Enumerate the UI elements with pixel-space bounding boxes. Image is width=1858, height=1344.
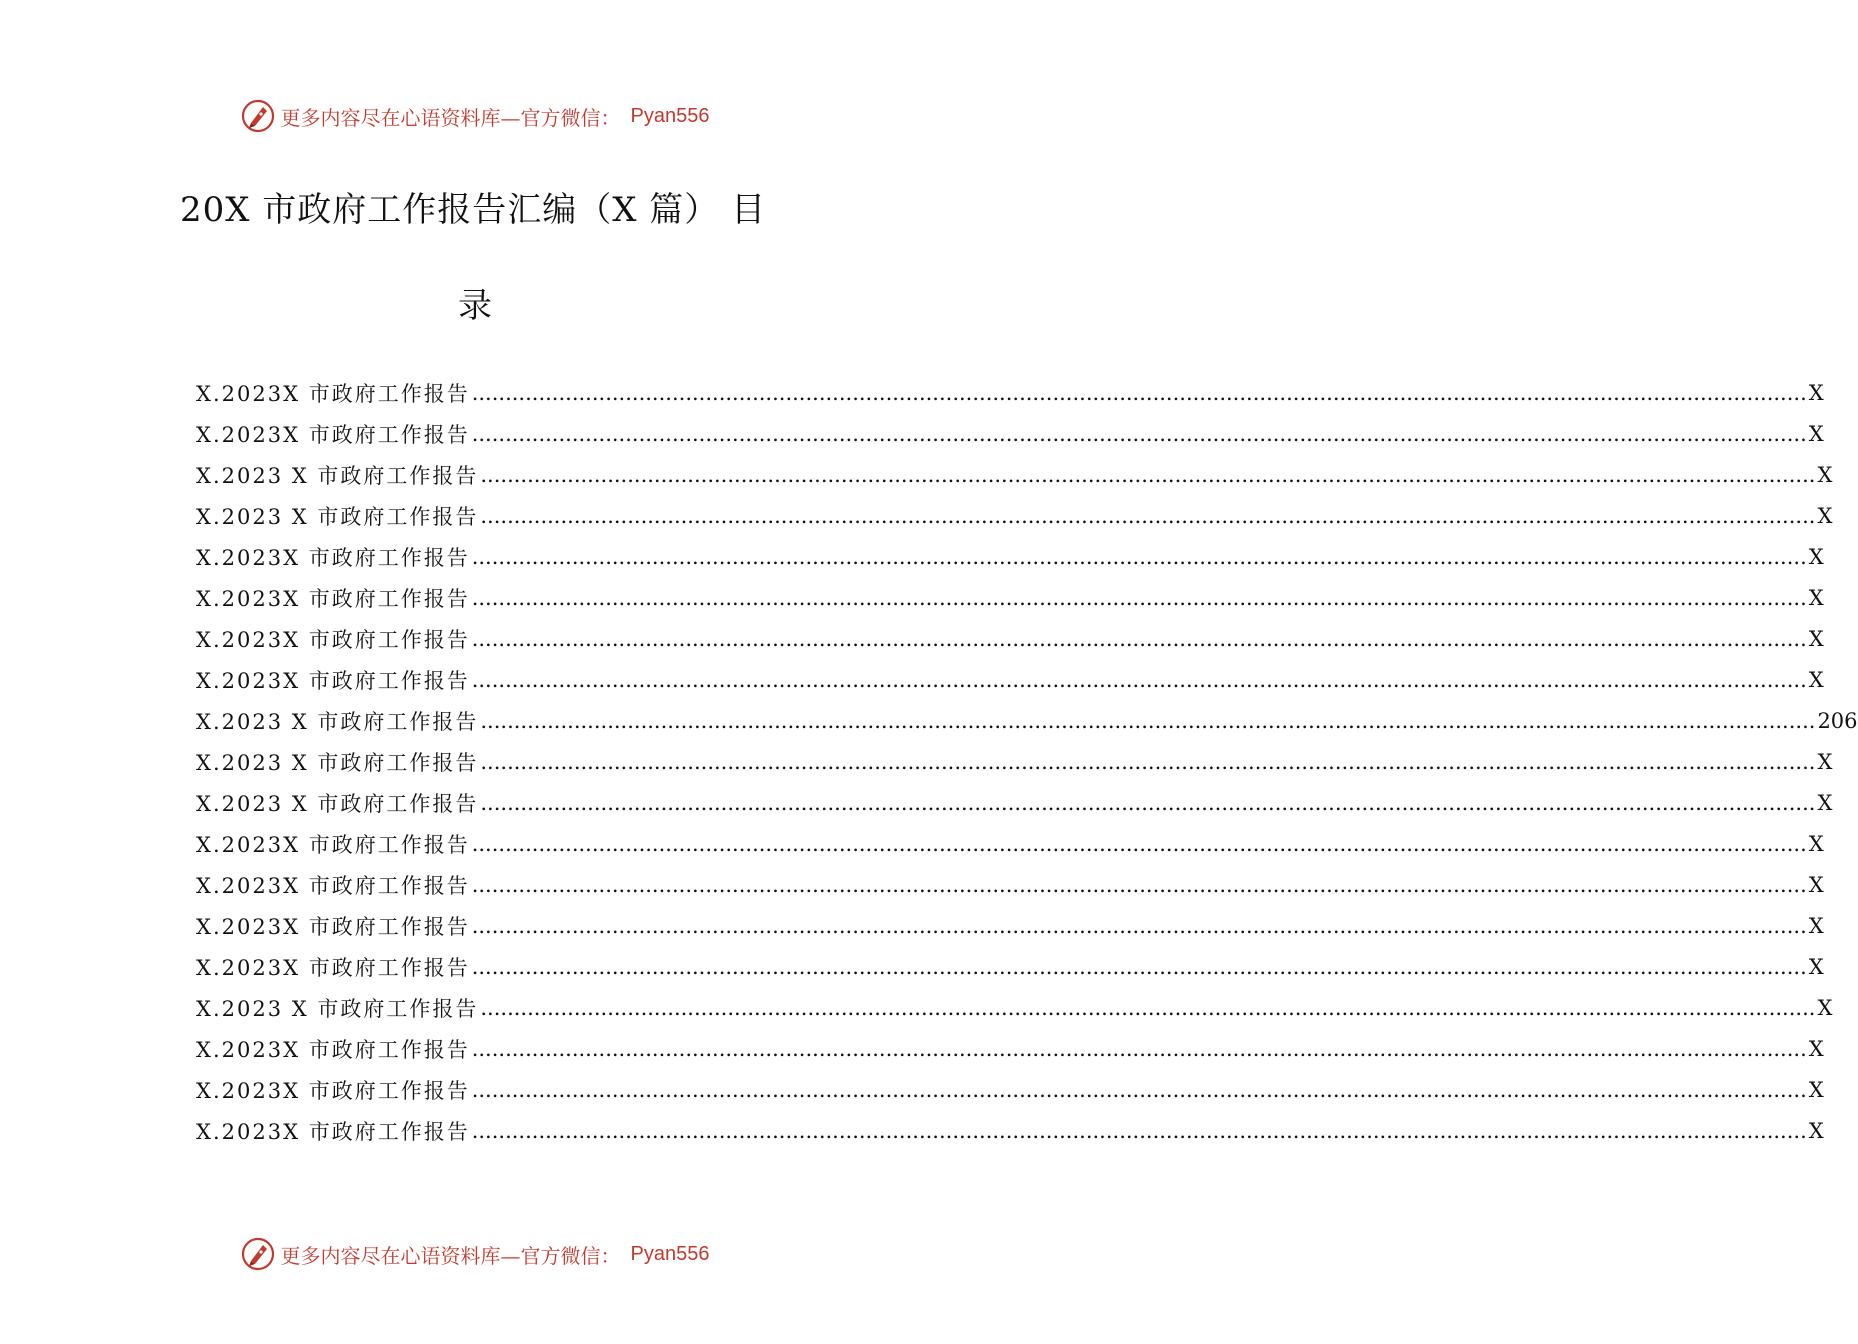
toc-entry-page-number: X (1808, 421, 1824, 446)
toc-entry-page-number: X (1808, 626, 1824, 651)
toc-dot-leader: ........................................................................................................................................................................................................ (471, 1118, 1807, 1143)
header-watermark (0, 96, 950, 136)
toc-entry[interactable] (196, 659, 1824, 700)
toc-entry-title: X.2023X 市政府工作报告 (196, 832, 470, 857)
toc-entry[interactable] (196, 454, 1833, 495)
toc-entry[interactable] (196, 782, 1833, 823)
toc-entry[interactable] (196, 536, 1824, 577)
toc-dot-leader: ........................................................................................................................................................................................................ (480, 708, 1816, 733)
toc-entry[interactable] (196, 372, 1824, 413)
toc-dot-leader: ........................................................................................................................................................................................................ (480, 462, 1816, 487)
toc-entry-title: X.2023X 市政府工作报告 (196, 586, 470, 611)
toc-entry[interactable] (196, 823, 1824, 864)
toc-dot-leader: ........................................................................................................................................................................................................ (471, 913, 1807, 938)
toc-dot-leader: ........................................................................................................................................................................................................ (471, 1077, 1807, 1102)
toc-entry-page-number: X (1808, 913, 1824, 938)
toc-entry[interactable] (196, 1069, 1824, 1110)
toc-dot-leader: ........................................................................................................................................................................................................ (471, 626, 1807, 651)
toc-entry[interactable] (196, 1028, 1824, 1069)
toc-entry-page-number: X (1808, 1077, 1824, 1102)
toc-entry-title: X.2023X 市政府工作报告 (196, 873, 470, 898)
footer-watermark (0, 1234, 950, 1274)
toc-dot-leader: ........................................................................................................................................................................................................ (471, 380, 1807, 405)
toc-entry[interactable] (196, 864, 1824, 905)
toc-entry-page-number: X (1808, 544, 1824, 569)
toc-entry[interactable] (196, 1110, 1824, 1151)
toc-dot-leader: ........................................................................................................................................................................................................ (480, 749, 1816, 774)
toc-dot-leader: ........................................................................................................................................................................................................ (480, 503, 1816, 528)
toc-entry-title: X.2023X 市政府工作报告 (196, 422, 470, 447)
toc-entry[interactable] (196, 905, 1824, 946)
toc-entry-page-number: X (1808, 585, 1824, 610)
document-title: 20X 市政府工作报告汇编（X 篇） 目 (180, 190, 767, 230)
toc-entry-title: X.2023 X 市政府工作报告 (196, 750, 479, 775)
toc-dot-leader: ........................................................................................................................................................................................................ (471, 954, 1807, 979)
toc-entry-page-number: X (1808, 1118, 1824, 1143)
watermark-wechat-id: Pyan556 (630, 1242, 710, 1265)
toc-entry-title: X.2023 X 市政府工作报告 (196, 996, 479, 1021)
toc-entry-title: X.2023X 市政府工作报告 (196, 1119, 470, 1144)
toc-dot-leader: ........................................................................................................................................................................................................ (480, 790, 1816, 815)
toc-entry[interactable] (196, 495, 1833, 536)
table-of-contents (196, 372, 1858, 1151)
toc-entry-title: X.2023X 市政府工作报告 (196, 955, 470, 980)
toc-entry[interactable] (196, 987, 1833, 1028)
toc-entry-title: X.2023X 市政府工作报告 (196, 1078, 470, 1103)
toc-entry[interactable] (196, 741, 1833, 782)
toc-entry-title: X.2023X 市政府工作报告 (196, 545, 470, 570)
toc-entry-title: X.2023X 市政府工作报告 (196, 914, 470, 939)
toc-dot-leader: ........................................................................................................................................................................................................ (471, 831, 1807, 856)
toc-dot-leader: ........................................................................................................................................................................................................ (471, 585, 1807, 610)
toc-entry-page-number: X (1817, 790, 1833, 815)
watermark-wechat-id: Pyan556 (630, 104, 710, 127)
toc-entry-page-number: X (1817, 503, 1833, 528)
toc-entry-page-number: X (1808, 1036, 1824, 1061)
toc-entry-page-number: 206 (1817, 708, 1858, 733)
toc-dot-leader: ........................................................................................................................................................................................................ (471, 544, 1807, 569)
toc-entry-title: X.2023X 市政府工作报告 (196, 381, 470, 406)
document-title-continued: 录 (458, 286, 492, 326)
watermark-text: 更多内容尽在心语资料库—官方微信： (280, 105, 621, 130)
toc-entry-title: X.2023 X 市政府工作报告 (196, 504, 479, 529)
toc-entry[interactable] (196, 618, 1824, 659)
toc-entry-page-number: X (1808, 667, 1824, 692)
toc-entry-page-number: X (1817, 995, 1833, 1020)
toc-entry-title: X.2023 X 市政府工作报告 (196, 709, 479, 734)
toc-entry[interactable] (196, 946, 1824, 987)
watermark-text: 更多内容尽在心语资料库—官方微信： (280, 1243, 621, 1268)
toc-entry-title: X.2023X 市政府工作报告 (196, 627, 470, 652)
toc-entry-title: X.2023 X 市政府工作报告 (196, 791, 479, 816)
pen-nib-logo-icon (241, 99, 275, 133)
toc-dot-leader: ........................................................................................................................................................................................................ (471, 421, 1807, 446)
toc-dot-leader: ........................................................................................................................................................................................................ (471, 872, 1807, 897)
toc-entry-title: X.2023 X 市政府工作报告 (196, 463, 479, 488)
toc-entry-page-number: X (1808, 872, 1824, 897)
toc-entry-page-number: X (1817, 462, 1833, 487)
pen-nib-logo-icon (241, 1237, 275, 1271)
toc-entry[interactable] (196, 413, 1824, 454)
toc-entry-title: X.2023X 市政府工作报告 (196, 1037, 470, 1062)
toc-entry-page-number: X (1808, 954, 1824, 979)
toc-entry-page-number: X (1817, 749, 1833, 774)
toc-dot-leader: ........................................................................................................................................................................................................ (480, 995, 1816, 1020)
toc-dot-leader: ........................................................................................................................................................................................................ (471, 1036, 1807, 1061)
toc-dot-leader: ........................................................................................................................................................................................................ (471, 667, 1807, 692)
toc-entry-page-number: X (1808, 831, 1824, 856)
toc-entry-page-number: X (1808, 380, 1824, 405)
toc-entry-title: X.2023X 市政府工作报告 (196, 668, 470, 693)
toc-entry[interactable] (196, 700, 1858, 741)
toc-entry[interactable] (196, 577, 1824, 618)
